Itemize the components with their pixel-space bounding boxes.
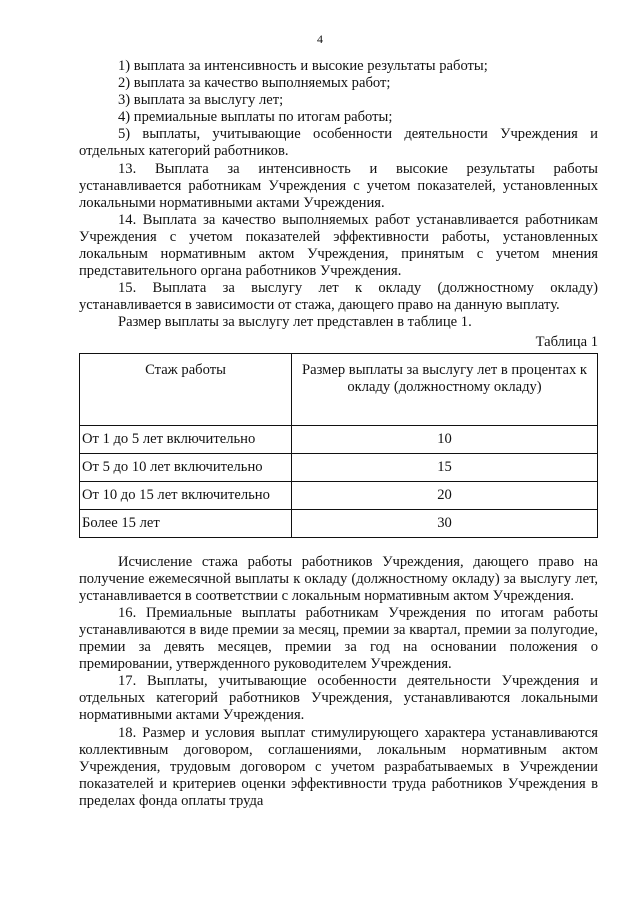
table-cell-value: 20 [292, 481, 598, 509]
table-row [80, 481, 598, 509]
table-row [80, 509, 598, 537]
paragraph-14: 14. Выплата за качество выполняемых работ устанавливается работникам Учреждения с учетом показателей эффективности работы, установленных локальным нормативным актом Учреждения, принятым с учетом мнения представительного органа работников Учреждения. [79, 211, 598, 280]
paragraph-16: 16. Премиальные выплаты работникам Учреждения по итогам работы устанавливаются в виде премии за месяц, премии за квартал, премии за полугодие, премии за девять месяцев, премии за год на основании положения о премировании, утвержденного руководителем Учреждения. [79, 604, 598, 673]
seniority-table [79, 353, 598, 538]
paragraph-18: 18. Размер и условия выплат стимулирующего характера устанавливаются коллективным договором, соглашениями, локальным нормативным актом Учреждения, трудовым договором с учетом разрабатываемых в Учреждении показателей и критериев оценки эффективности труда работников Учреждения в пределах фонда оплаты труда [79, 724, 598, 809]
paragraph-17: 17. Выплаты, учитывающие особенности деятельности Учреждения и отдельных категорий работников Учреждения, устанавливаются локальными нормативными актами Учреждения. [79, 673, 598, 724]
table-row [80, 453, 598, 481]
paragraph-13: 13. Выплата за интенсивность и высокие результаты работы устанавливается работникам Учреждения с учетом показателей, установленных локальными нормативными актами Учреждения. [79, 160, 598, 211]
table-intro: Размер выплаты за выслугу лет представлен в таблице 1. [118, 314, 472, 331]
table-header: Размер выплаты за выслугу лет в процентах к окладу (должностному окладу) [292, 353, 598, 425]
paragraph-15: 15. Выплата за выслугу лет к окладу (должностному окладу) устанавливается в зависимости от стажа, дающего право на данную выплату. [79, 280, 598, 314]
list-item: 3) выплата за выслугу лет; [118, 92, 284, 109]
table-cell-value: 30 [292, 509, 598, 537]
table-cell-period: От 1 до 5 лет включительно [80, 425, 292, 453]
paragraph-seniority-calc: Исчисление стажа работы работников Учреждения, дающего право на получение ежемесячной выплаты к окладу (должностному окладу) за выслугу лет, устанавливается в соответствии с локальным нормативным актом Учреждения. [79, 553, 598, 604]
table-cell-period: От 5 до 10 лет включительно [80, 453, 292, 481]
table-cell-value: 15 [292, 453, 598, 481]
table-header-row [80, 353, 598, 425]
list-item: 1) выплата за интенсивность и высокие результаты работы; [118, 58, 488, 74]
page-number: 4 [317, 32, 323, 46]
document-body [79, 58, 598, 810]
table-caption: Таблица 1 [535, 333, 598, 350]
table-header: Стаж работы [80, 353, 292, 425]
table-row [80, 425, 598, 453]
list-item: 4) премиальные выплаты по итогам работы; [118, 109, 393, 126]
table-cell-period: Более 15 лет [80, 509, 292, 537]
list-item: 2) выплата за качество выполняемых работ; [118, 75, 391, 92]
table-cell-period: От 10 до 15 лет включительно [80, 481, 292, 509]
list-item: 5) выплаты, учитывающие особенности деятельности Учреждения и отдельных категорий работников. [79, 126, 598, 160]
table-cell-value: 10 [292, 425, 598, 453]
